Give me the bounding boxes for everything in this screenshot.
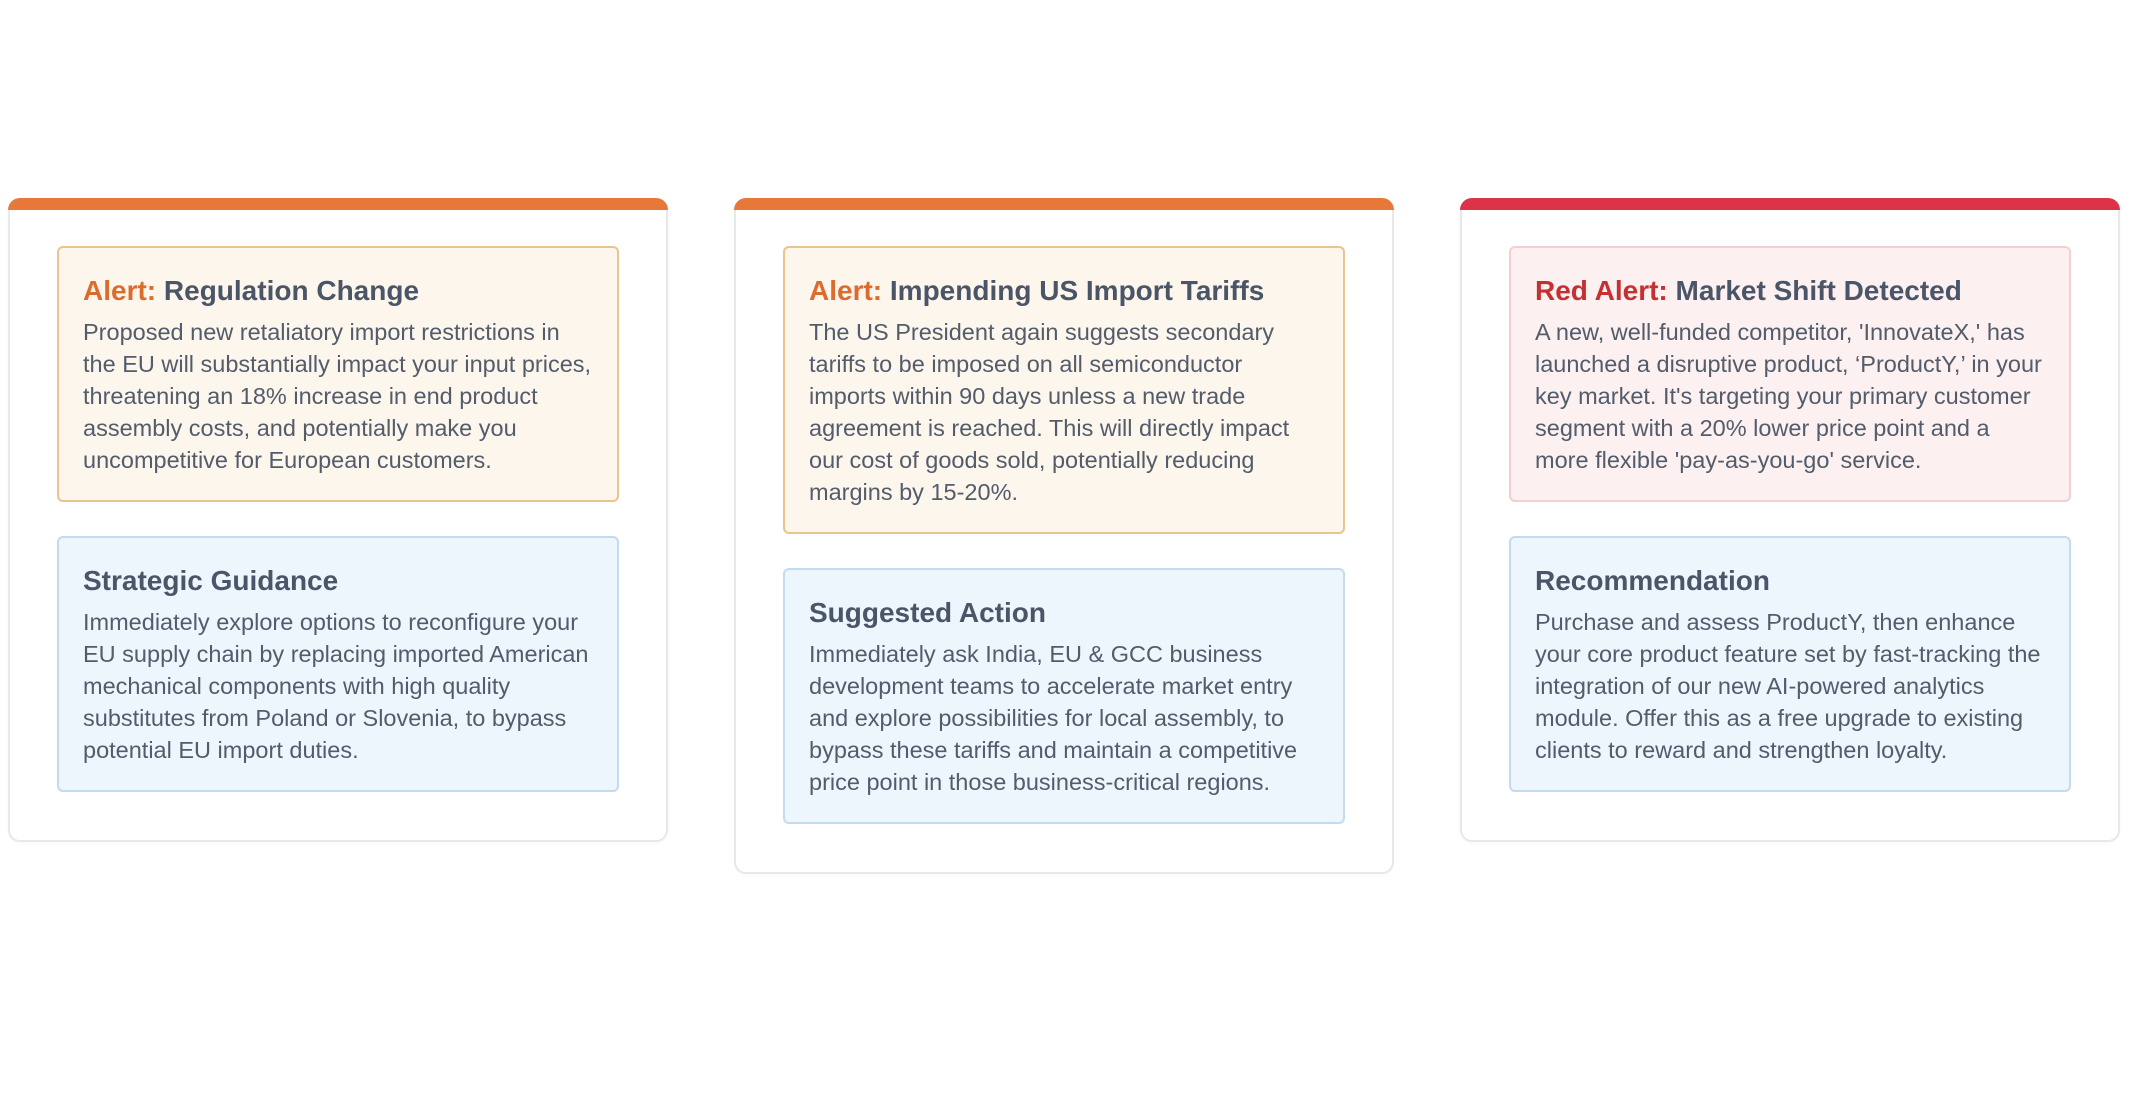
red-alert-box bbox=[1509, 246, 2071, 502]
alert-prefix: Alert: bbox=[809, 275, 883, 306]
alert-box bbox=[57, 246, 619, 502]
guidance-box bbox=[57, 536, 619, 792]
alert-prefix: Red Alert: bbox=[1535, 275, 1668, 306]
suggested-action-box bbox=[783, 568, 1345, 824]
card-accent-bar bbox=[734, 198, 1394, 210]
alert-body: Proposed new retaliatory import restrictions in the EU will substantially impact your input prices, threatening an 18% increase in end product assembly costs, and potentially make you uncompetitive for European customers. bbox=[83, 319, 592, 473]
card-accent-bar bbox=[8, 198, 668, 210]
alert-card-us-import-tariffs bbox=[734, 198, 1394, 874]
card-accent-bar bbox=[1460, 198, 2120, 210]
alert-body: A new, well-funded competitor, 'InnovateX,' has launched a disruptive product, ‘ProductY,’ in your key market. It's targeting your primary customer segment with a 20% lower price point and a more flexible 'pay-as-you-go' service. bbox=[1535, 319, 2042, 473]
alert-card-regulation-change bbox=[8, 198, 668, 842]
suggested-action-body: Immediately ask India, EU & GCC business development teams to accelerate market entry and explore possibilities for local assembly, to bypass these tariffs and maintain a competitive price point in those business-critical regions. bbox=[809, 641, 1298, 795]
recommendation-title: Recommendation bbox=[1535, 565, 1770, 596]
alert-card-market-shift bbox=[1460, 198, 2120, 842]
alert-title-text: Impending US Import Tariffs bbox=[889, 275, 1265, 306]
guidance-title: Strategic Guidance bbox=[83, 565, 339, 596]
suggested-action-title: Suggested Action bbox=[809, 597, 1046, 628]
alert-body: The US President again suggests secondary tariffs to be imposed on all semiconductor imports within 90 days unless a new trade agreement is reached. This will directly impact our cost of goods sold, potentially reducing margins by 15-20%. bbox=[809, 319, 1290, 505]
alert-title-text: Market Shift Detected bbox=[1675, 275, 1962, 306]
recommendation-body: Purchase and assess ProductY, then enhance your core product feature set by fast-tracking the integration of our new AI-powered analytics module. Offer this as a free upgrade to existing clients to reward and strengthen loyalty. bbox=[1535, 609, 2041, 763]
alert-title bbox=[83, 274, 593, 308]
alert-title-text: Regulation Change bbox=[163, 275, 420, 306]
alert-prefix: Alert: bbox=[83, 275, 157, 306]
alert-title bbox=[1535, 274, 2045, 308]
alert-title bbox=[809, 274, 1319, 308]
guidance-body: Immediately explore options to reconfigure your EU supply chain by replacing imported American mechanical components with high quality substitutes from Poland or Slovenia, to bypass potential EU import duties. bbox=[83, 609, 589, 763]
alert-box bbox=[783, 246, 1345, 534]
recommendation-box bbox=[1509, 536, 2071, 792]
